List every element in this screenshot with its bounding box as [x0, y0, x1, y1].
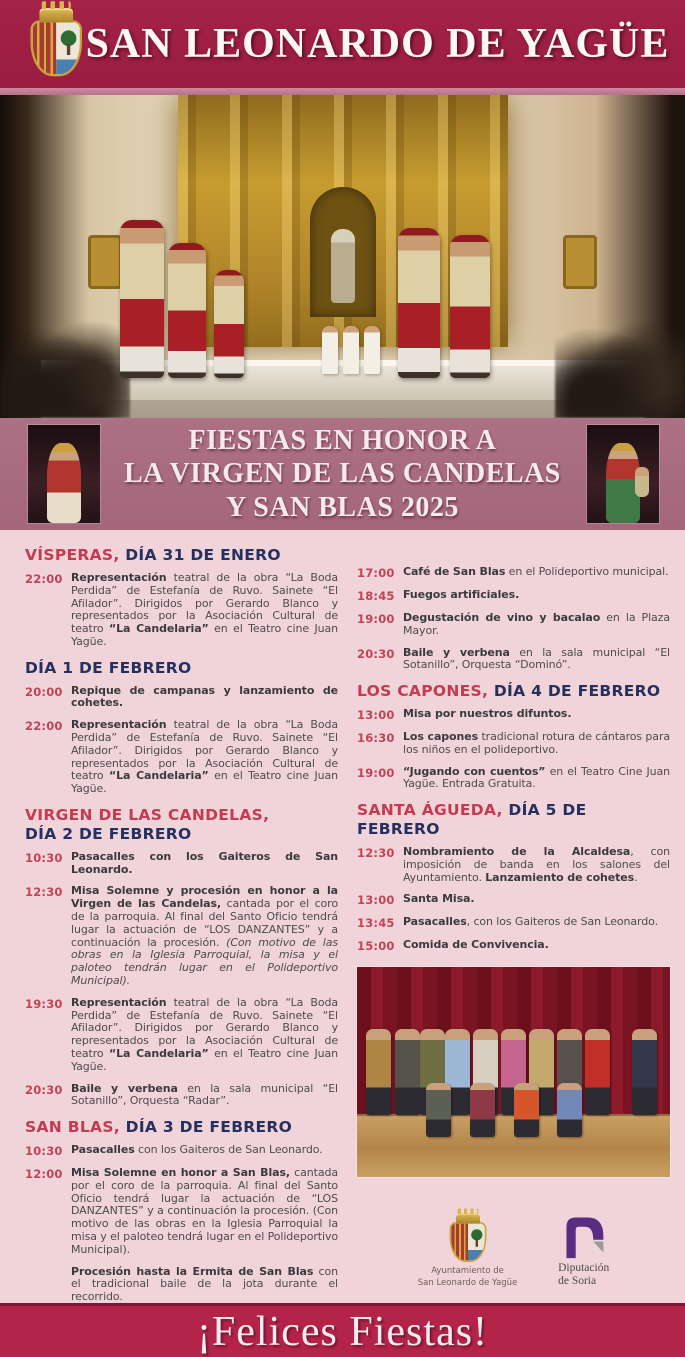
event-time: 20:30 [357, 646, 395, 661]
event-row [357, 916, 670, 930]
dancer-figure [120, 220, 164, 378]
dancer-figure [214, 270, 244, 378]
event-row [25, 1266, 338, 1303]
event-time: 12:30 [357, 846, 395, 861]
event-time: 19:00 [357, 765, 395, 780]
event-text: Nombramiento de la Alcaldesa, con imposición de banda en los salones del Ayuntamiento. Lanzamiento de cohetes. [403, 845, 670, 884]
logos-row [357, 1201, 670, 1288]
section-heading: SAN BLAS, DÍA 3 DE FEBRERO [25, 1118, 293, 1137]
dancer-figure [168, 243, 206, 378]
banner-line-1: FIESTAS EN HONOR A [188, 425, 497, 457]
event-time: 10:30 [25, 850, 63, 865]
event-text: Café de San Blas en el Polideportivo municipal. [403, 565, 669, 578]
banner-line-2: LA VIRGEN DE LAS CANDELAS [124, 458, 561, 490]
clergy-figure [322, 326, 338, 374]
footer-banner [0, 1303, 685, 1357]
person-figure [470, 1083, 495, 1137]
event-row [25, 997, 338, 1074]
event-text: Representación teatral de la obra “La Boda Perdida” de Estefanía de Ruvo. Sainete “El Afilador”. Dirigidos por Gerardo Blanco y representados por la Asociación Cultural de teatro “La Candelaria” en el Teatro cine Juan Yagüe. [71, 995, 338, 1073]
event-time: 22:00 [25, 571, 63, 586]
dancer-figure [398, 228, 440, 378]
church-dancers-photo [0, 95, 685, 418]
event-row [357, 612, 670, 638]
person-figure [395, 1029, 420, 1115]
event-text: Baile y verbena en la sala municipal “El Sotanillo”, Orquesta “Radar”. [71, 1081, 338, 1108]
diputacion-caption: Diputación de Soria [558, 1262, 610, 1288]
event-text: Representación teatral de la obra “La Boda Perdida” de Estefanía de Ruvo. Sainete “El Afilador”. Dirigidos por Gerardo Blanco y representados por la Asociación Cultural de teatro “La Candelaria” en el Teatro cine Juan Yagüe. [71, 570, 338, 648]
event-text: Pasacalles con los Gaiteros de San Leonardo. [71, 1143, 323, 1157]
virgen-candelas-statue-image [587, 425, 659, 523]
person-figure [585, 1029, 610, 1115]
event-row [357, 647, 670, 673]
event-text: Baile y verbena en la sala municipal “El Sotanillo”, Orquesta “Dominó”. [403, 645, 670, 672]
event-text: Representación teatral de la obra “La Boda Perdida” de Estefanía de Ruvo. Sainete “El Afilador”. Dirigidos por Gerardo Blanco y representados por la Asociación Cultural de teatro “La Candelaria” en el Teatro cine Juan Yagüe. [71, 718, 338, 796]
event-time: 19:30 [25, 996, 63, 1011]
event-row [357, 708, 670, 722]
dancer-figure [450, 235, 490, 378]
town-coat-of-arms-icon [26, 8, 86, 76]
person-figure [632, 1029, 657, 1115]
event-text: Repique de campanas y lanzamiento de cohetes. [71, 683, 338, 710]
side-altar-right [563, 235, 597, 289]
san-blas-statue-image [28, 425, 100, 523]
event-row [25, 572, 338, 649]
ayuntamiento-logo [418, 1201, 518, 1288]
town-title: SAN LEONARDO DE YAGÜE [85, 21, 670, 67]
diputacion-soria-logo [558, 1212, 609, 1288]
event-row [357, 939, 670, 953]
congregation-left [0, 322, 130, 418]
event-row [25, 851, 338, 877]
banner-line-3: Y SAN BLAS 2025 [226, 491, 459, 523]
shield-icon [30, 20, 82, 76]
section-heading: LOS CAPONES, DÍA 4 DE FEBRERO [357, 682, 661, 701]
section-heading: DÍA 1 DE FEBRERO [25, 658, 192, 677]
schedule [0, 530, 685, 1303]
clergy-figure [343, 326, 359, 374]
event-time: 12:00 [25, 1167, 63, 1182]
schedule-column-right [357, 536, 670, 1303]
event-row [357, 766, 670, 792]
footer-text: ¡Felices Fiestas! [196, 1308, 489, 1355]
schedule-column-left [25, 536, 338, 1303]
section-heading: SANTA ÁGUEDA, DÍA 5 DE FEBRERO [357, 801, 587, 839]
event-row [25, 719, 338, 796]
event-time: 16:30 [357, 731, 395, 746]
event-text: Misa Solemne y procesión en honor a la Virgen de las Candelas, cantada por el coro de la parroquia. Al final del Santo Oficio tendrá lugar la actuación de “LOS DANZANTES” y a continuación la procesión. (Con motivo de las obras en la Iglesia Parroquial, la misa y el paloteo tendrán lugar en el Polideportivo Municipal). [71, 884, 338, 987]
diputacion-arch-icon [559, 1212, 609, 1260]
event-time: 13:00 [357, 708, 395, 723]
pine-tree-icon [60, 30, 76, 46]
person-figure [557, 1083, 582, 1137]
event-time: 15:00 [357, 939, 395, 954]
event-time [25, 1266, 71, 1303]
event-row [25, 1083, 338, 1109]
banner-text [124, 424, 561, 523]
event-time: 10:30 [25, 1144, 63, 1159]
event-time: 18:45 [357, 589, 395, 603]
theater-group-photo [357, 967, 670, 1177]
event-time: 13:00 [357, 893, 395, 908]
event-text: “Jugando con cuentos” en el Teatro Cine Juan Yagüe. Entrada Gratuita. [403, 764, 670, 791]
event-time: 13:45 [357, 916, 395, 931]
event-text: Degustación de vino y bacalao en la Plaza Mayor. [403, 611, 670, 637]
person-figure [514, 1083, 539, 1137]
event-text: Comida de Convivencia. [403, 938, 549, 952]
congregation-right [555, 322, 685, 418]
event-text: Santa Misa. [403, 892, 475, 906]
header-separator [0, 88, 685, 95]
event-row [357, 566, 670, 580]
header [0, 0, 685, 88]
crown-icon [39, 8, 73, 23]
event-row [357, 731, 670, 757]
event-row [25, 885, 338, 987]
event-time: 17:00 [357, 566, 395, 580]
event-text: Pasacalles con los Gaiteros de San Leonardo. [71, 849, 338, 876]
event-row [357, 846, 670, 884]
side-altar-left [88, 235, 122, 289]
event-text: Misa Solemne en honor a San Blas, cantada por el coro de la parroquia. Al final del Santo Oficio tendrá lugar la actuación de “LOS DANZANTES” y a continuación la procesión. (Con motivo de las obras en la Iglesia Parroquial la misa y el paloteo tendrá lugar en el Polideportivo Municipal). [71, 1166, 338, 1256]
event-row [25, 685, 338, 711]
event-time: 19:00 [357, 612, 395, 626]
event-row [25, 1167, 338, 1257]
event-row [25, 1144, 338, 1158]
event-row [357, 589, 670, 603]
altar-niche [310, 187, 376, 317]
event-time: 22:00 [25, 719, 63, 734]
event-text: Los capones tradicional rotura de cántaros para los niños en el polideportivo. [403, 730, 671, 756]
person-figure [426, 1083, 451, 1137]
event-text: Pasacalles, con los Gaiteros de San Leonardo. [403, 915, 658, 929]
ayuntamiento-caption: Ayuntamiento de San Leonardo de Yagüe [417, 1266, 518, 1288]
event-time: 12:30 [25, 885, 63, 900]
person-figure [366, 1029, 391, 1115]
event-row [357, 893, 670, 907]
event-time: 20:30 [25, 1082, 63, 1097]
event-text: Fuegos artificiales. [403, 588, 520, 601]
section-heading: VIRGEN DE LAS CANDELAS, DÍA 2 DE FEBRERO [25, 805, 270, 843]
event-text: Procesión hasta la Ermita de San Blas con el tradicional baile de la jota durante el recorrido. [71, 1264, 338, 1303]
section-heading: VÍSPERAS, DÍA 31 DE ENERO [25, 546, 281, 564]
event-text: Misa por nuestros difuntos. [403, 707, 572, 721]
clergy-figure [364, 326, 380, 374]
ayuntamiento-crest-icon [446, 1214, 489, 1263]
fiesta-banner [0, 418, 685, 530]
event-time: 20:00 [25, 684, 63, 699]
